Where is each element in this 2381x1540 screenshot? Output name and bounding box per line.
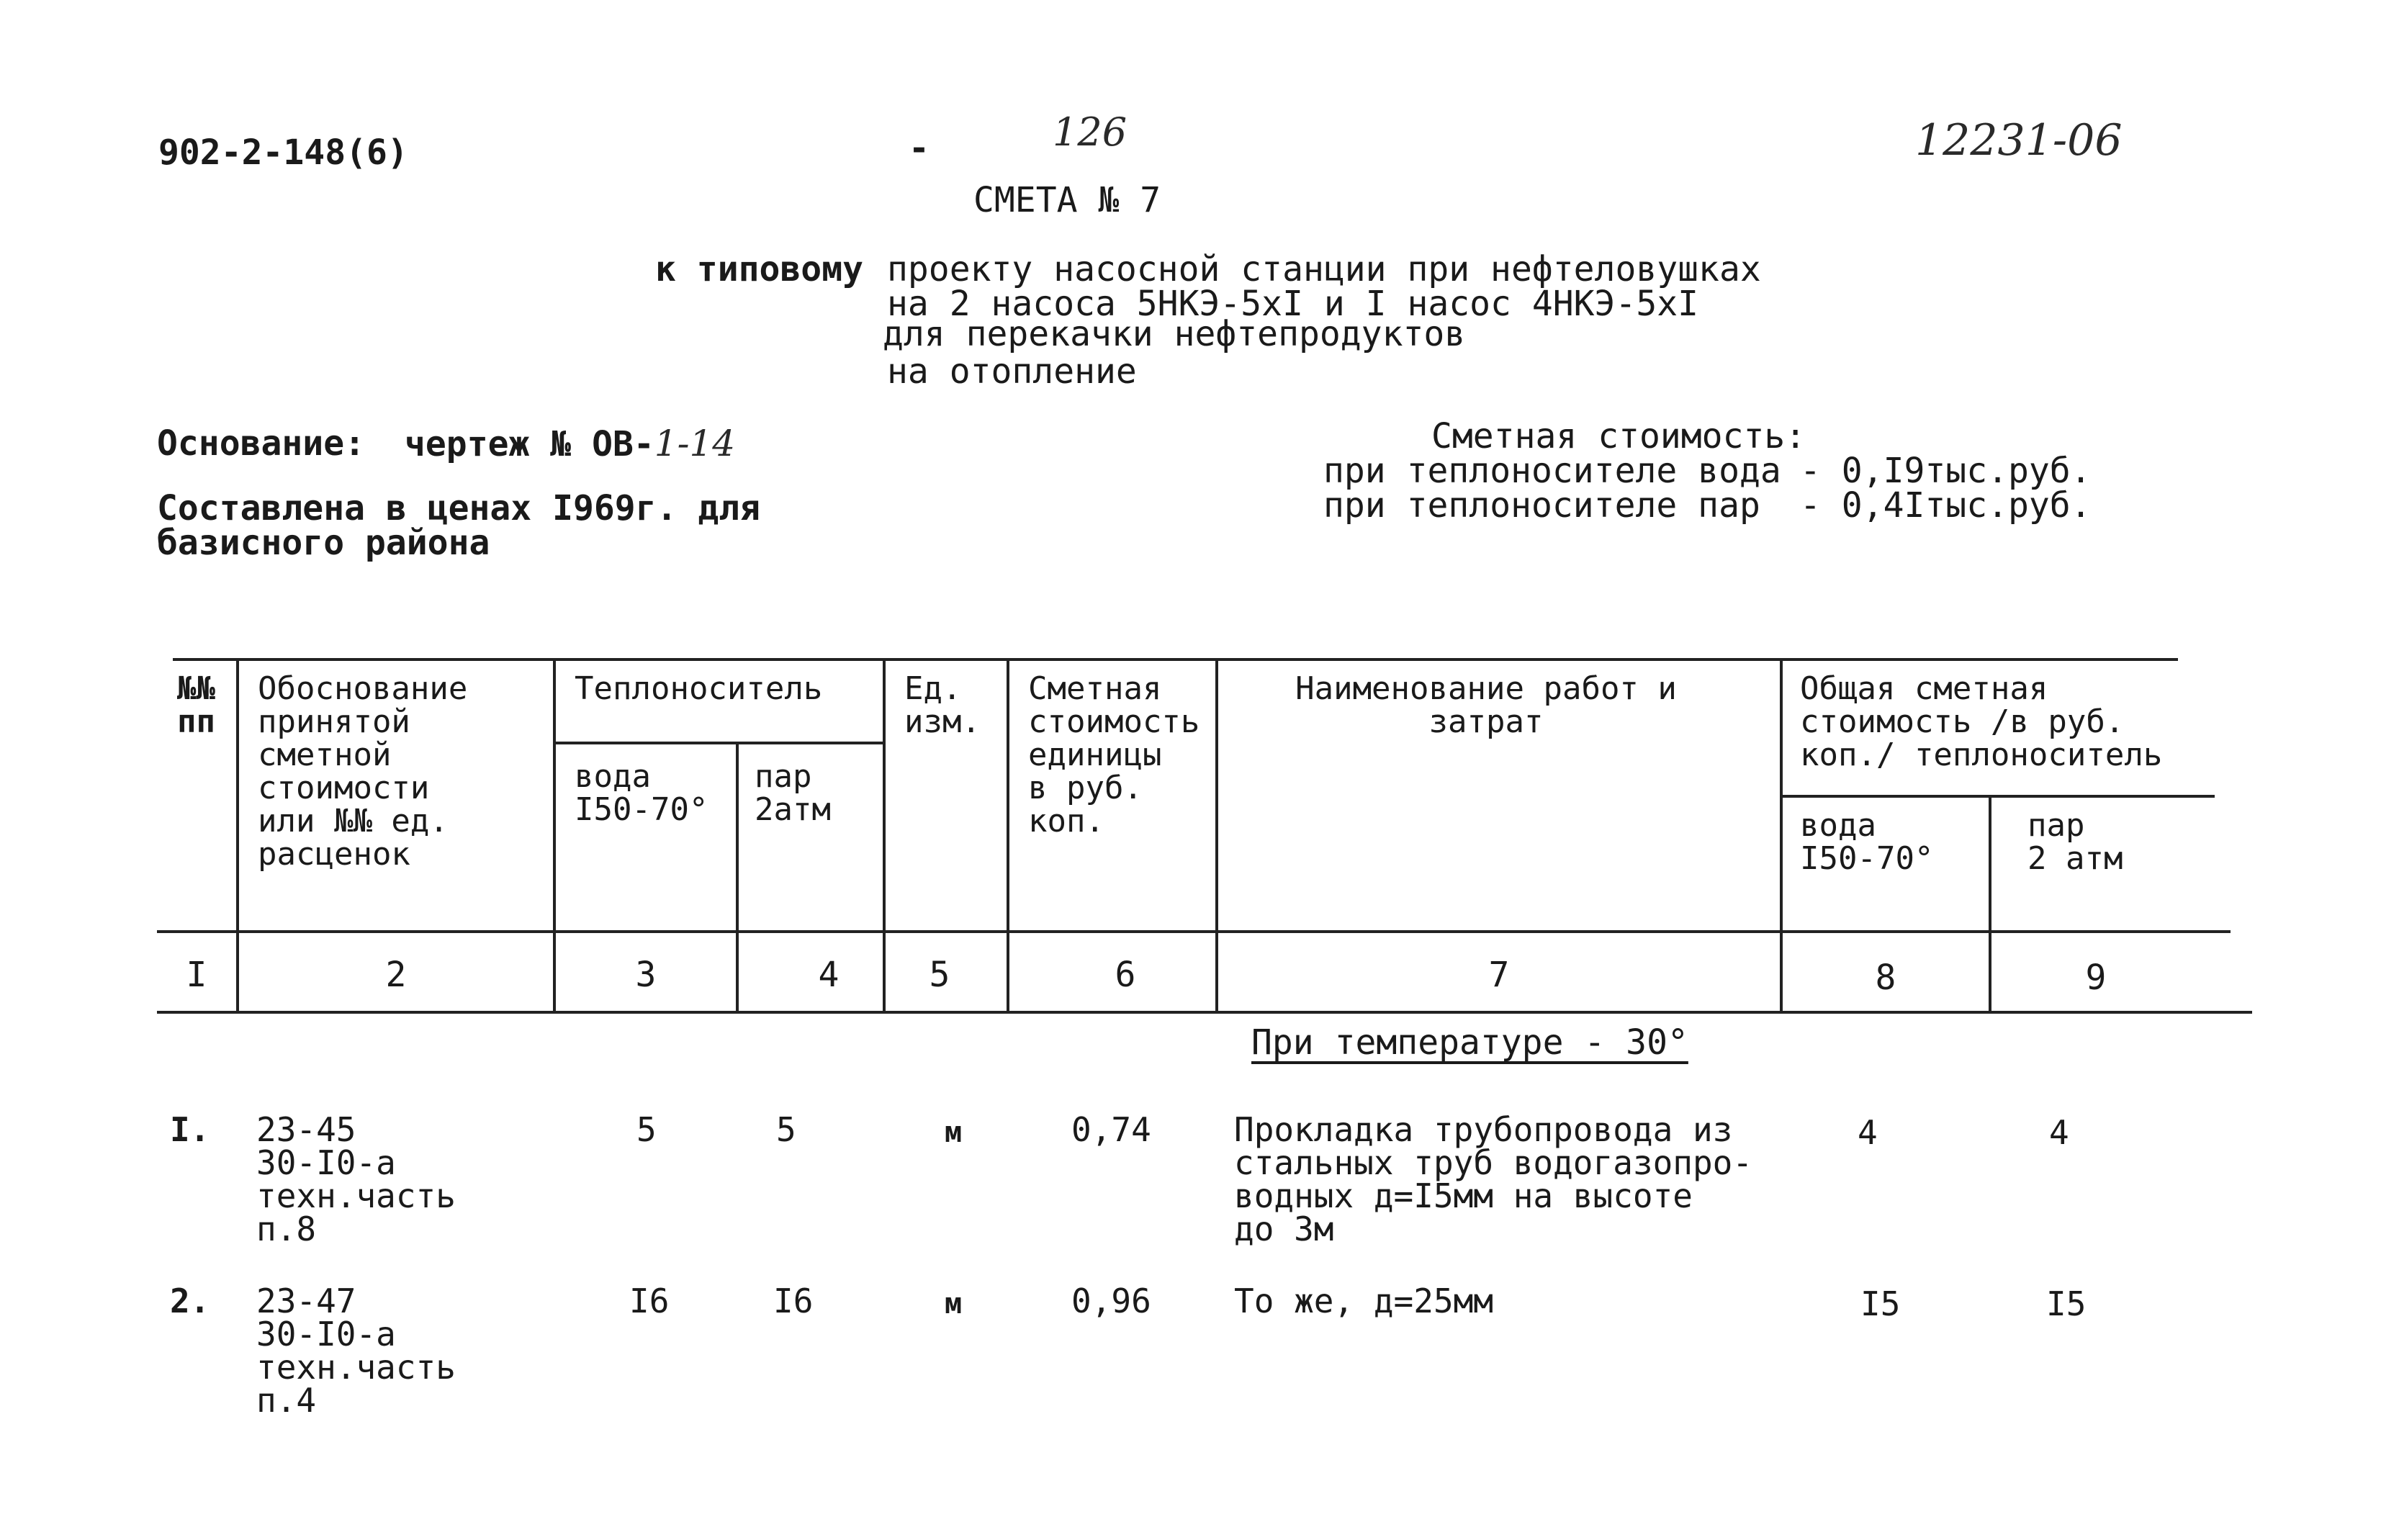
header-dash: - bbox=[909, 128, 930, 168]
row-basis: 23-45 30-I0-а техн.часть п.8 bbox=[256, 1110, 456, 1248]
subtitle-line-4: на отопление bbox=[887, 351, 1137, 392]
column-number: 3 bbox=[635, 955, 657, 995]
header-basis: Обоснование принятой сметной стоимости или №№ ед. расценок bbox=[258, 670, 468, 873]
column-number: I bbox=[186, 955, 207, 995]
document-code: 902-2-148(6) bbox=[158, 132, 408, 173]
header-coolant-water: вода I50-70° bbox=[575, 758, 708, 828]
cost-water-value: - 0,I9тыс.руб. bbox=[1800, 451, 2092, 491]
cost-water-label: при теплоносителе вода bbox=[1323, 451, 1781, 491]
column-number: 5 bbox=[929, 955, 950, 995]
column-number: 6 bbox=[1115, 955, 1136, 995]
row-unit: м bbox=[945, 1287, 963, 1320]
header-coolant: Теплоноситель bbox=[575, 670, 823, 707]
header-coolant-steam: пар 2атм bbox=[755, 758, 831, 828]
header-total-water: вода I50-70° bbox=[1800, 807, 1934, 877]
row-steam: I6 bbox=[773, 1282, 814, 1320]
row-basis: 23-47 30-I0-а техн.часть п.4 bbox=[256, 1282, 456, 1420]
subtitle-prefix: к типовому bbox=[655, 249, 863, 289]
header-bottom-rule bbox=[157, 930, 2231, 933]
document-title: СМЕТА № 7 bbox=[973, 180, 1161, 220]
basis-drawing-ref: чертеж № ОВ- bbox=[405, 424, 654, 464]
header-total-cost: Общая сметная стоимость /в руб. коп./ теплоноситель bbox=[1800, 670, 2163, 773]
subtitle-line-2: на 2 насоса 5НКЭ-5хI и I насос 4НКЭ-5хI bbox=[887, 284, 1699, 324]
section-title: При температуре - 30° bbox=[1251, 1022, 1688, 1063]
total-subheader-rule bbox=[1783, 795, 2215, 798]
row-description: Прокладка трубопровода из стальных труб водогазопро- водных д=I5мм на высоте до 3м bbox=[1234, 1110, 1753, 1248]
column-number: 2 bbox=[385, 955, 407, 995]
cost-steam-value: - 0,4Iтыс.руб. bbox=[1800, 485, 2092, 526]
row-number: I. bbox=[170, 1110, 210, 1149]
header-unit: Ед. изм. bbox=[904, 670, 981, 740]
page-number: 126 bbox=[1053, 109, 1128, 155]
registration-number: 12231-06 bbox=[1915, 115, 2123, 166]
header-row-number: №№ пп bbox=[177, 670, 215, 740]
cost-steam-label: при теплоносителе пар bbox=[1323, 485, 1760, 526]
row-total-steam: 4 bbox=[2049, 1113, 2069, 1152]
row-steam: 5 bbox=[776, 1110, 796, 1149]
column-number: 4 bbox=[818, 955, 840, 995]
basis-value bbox=[405, 423, 736, 464]
row-unit-cost: 0,74 bbox=[1071, 1110, 1151, 1149]
header-unit-cost: Сметная стоимость единицы в руб. коп. bbox=[1028, 670, 1200, 839]
header-total-steam: пар 2 атм bbox=[2027, 807, 2123, 877]
row-water: I6 bbox=[629, 1282, 670, 1320]
row-total-steam: I5 bbox=[2046, 1284, 2087, 1323]
price-base-note: Составлена в ценах I969г. для базисного района bbox=[157, 488, 761, 563]
subtitle-line-3: для перекачки нефтепродуктов bbox=[883, 314, 1466, 354]
basis-drawing-number: 1-14 bbox=[654, 423, 736, 464]
column-number: 8 bbox=[1875, 958, 1896, 998]
column-numbers-rule bbox=[157, 1011, 2252, 1014]
header-description: Наименование работ и затрат bbox=[1295, 670, 1677, 740]
cost-summary-title: Сметная стоимость: bbox=[1431, 416, 1806, 456]
coolant-subheader-rule bbox=[556, 742, 886, 744]
basis-label: Основание: bbox=[157, 423, 365, 464]
row-description: То же, д=25мм bbox=[1234, 1282, 1494, 1320]
row-total-water: 4 bbox=[1858, 1113, 1878, 1152]
row-number: 2. bbox=[170, 1282, 210, 1320]
col-divider-7 bbox=[1780, 658, 1783, 1011]
row-water: 5 bbox=[636, 1110, 657, 1149]
column-number: 9 bbox=[2085, 958, 2107, 998]
table-top-rule bbox=[173, 658, 2178, 661]
row-unit: м bbox=[945, 1116, 963, 1149]
row-unit-cost: 0,96 bbox=[1071, 1282, 1151, 1320]
row-total-water: I5 bbox=[1860, 1284, 1901, 1323]
column-number: 7 bbox=[1488, 955, 1510, 995]
subtitle-line-1: проекту насосной станции при нефтеловушках bbox=[887, 249, 1761, 289]
